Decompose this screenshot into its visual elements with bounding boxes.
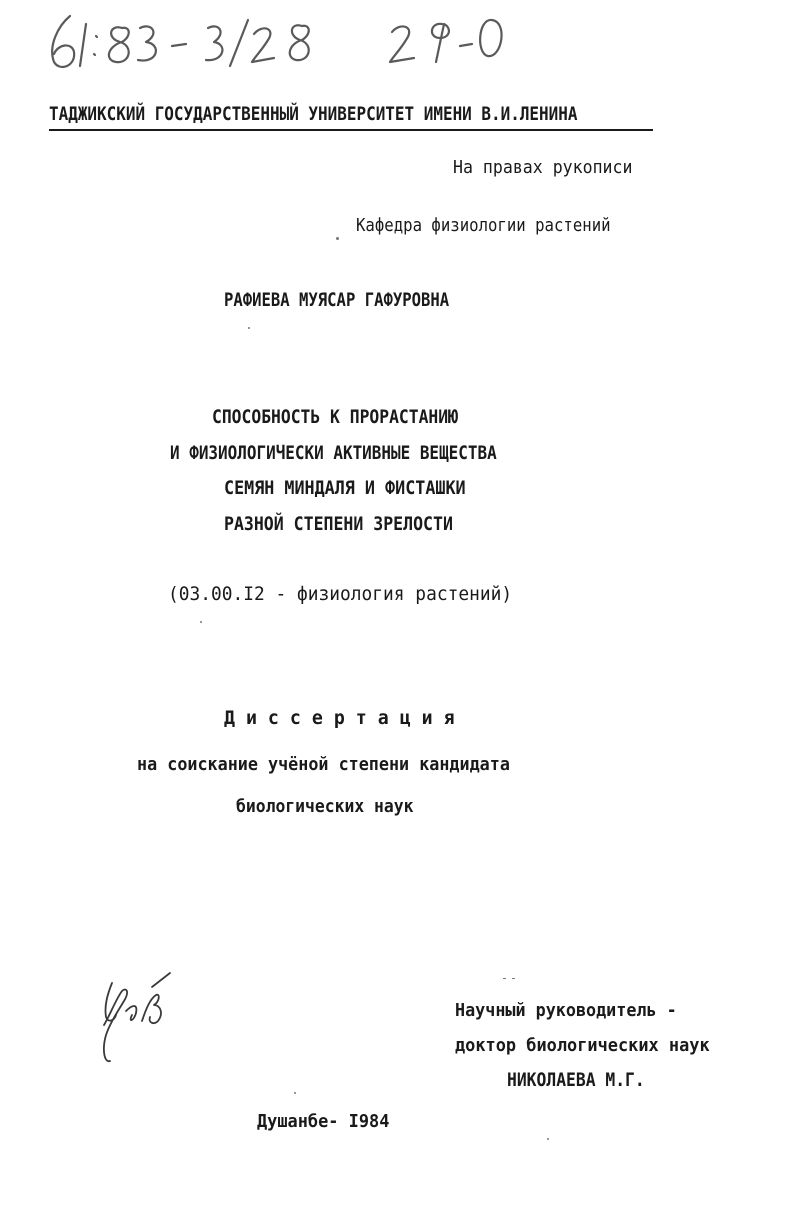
city-year: Душанбе- I984 — [257, 1111, 390, 1132]
degree-line-2: биологических наук — [236, 796, 414, 817]
scan-speck — [248, 327, 250, 329]
scan-speck — [503, 978, 506, 979]
scan-speck — [547, 1138, 549, 1140]
university-name: ТАДЖИКСКИЙ ГОСУДАРСТВЕННЫЙ УНИВЕРСИТЕТ ИМЕНИ В.И.ЛЕНИНА — [49, 103, 578, 125]
specialty-code: (03.00.I2 - физиология растений) — [168, 583, 513, 605]
archive-number-text: 61:83-3/2829-0 — [40, 6, 49, 7]
title-line-4: РАЗНОЙ СТЕПЕНИ ЗРЕЛОСТИ — [224, 513, 453, 535]
title-line-2: И ФИЗИОЛОГИЧЕСКИ АКТИВНЫЕ ВЕЩЕСТВА — [170, 442, 497, 464]
university-header — [49, 105, 577, 124]
scan-speck — [512, 978, 515, 979]
supervisor-line-1: Научный руководитель - — [455, 1000, 677, 1021]
supervisor-line-2: доктор биологических наук — [455, 1035, 710, 1056]
header-underline — [49, 129, 653, 131]
author-name: РАФИЕВА МУЯСАР ГАФУРОВНА — [224, 289, 450, 311]
scan-speck — [336, 237, 339, 240]
document-type: Д и с с е р т а ц и я — [224, 707, 455, 729]
archive-number-handwriting — [40, 6, 510, 76]
degree-line-1: на соискание учёной степени кандидата — [137, 754, 510, 775]
scan-speck — [294, 1092, 296, 1094]
department: Кафедра физиологии растений — [356, 215, 611, 236]
handwritten-signature — [90, 965, 190, 1075]
title-line-1: СПОСОБНОСТЬ К ПРОРАСТАНИЮ — [212, 406, 458, 428]
scan-speck — [200, 621, 202, 623]
title-line-3: СЕМЯН МИНДАЛЯ И ФИСТАШКИ — [224, 477, 466, 499]
supervisor-name: НИКОЛАЕВА М.Г. — [507, 1069, 645, 1091]
manuscript-note: На правах рукописи — [453, 157, 633, 178]
